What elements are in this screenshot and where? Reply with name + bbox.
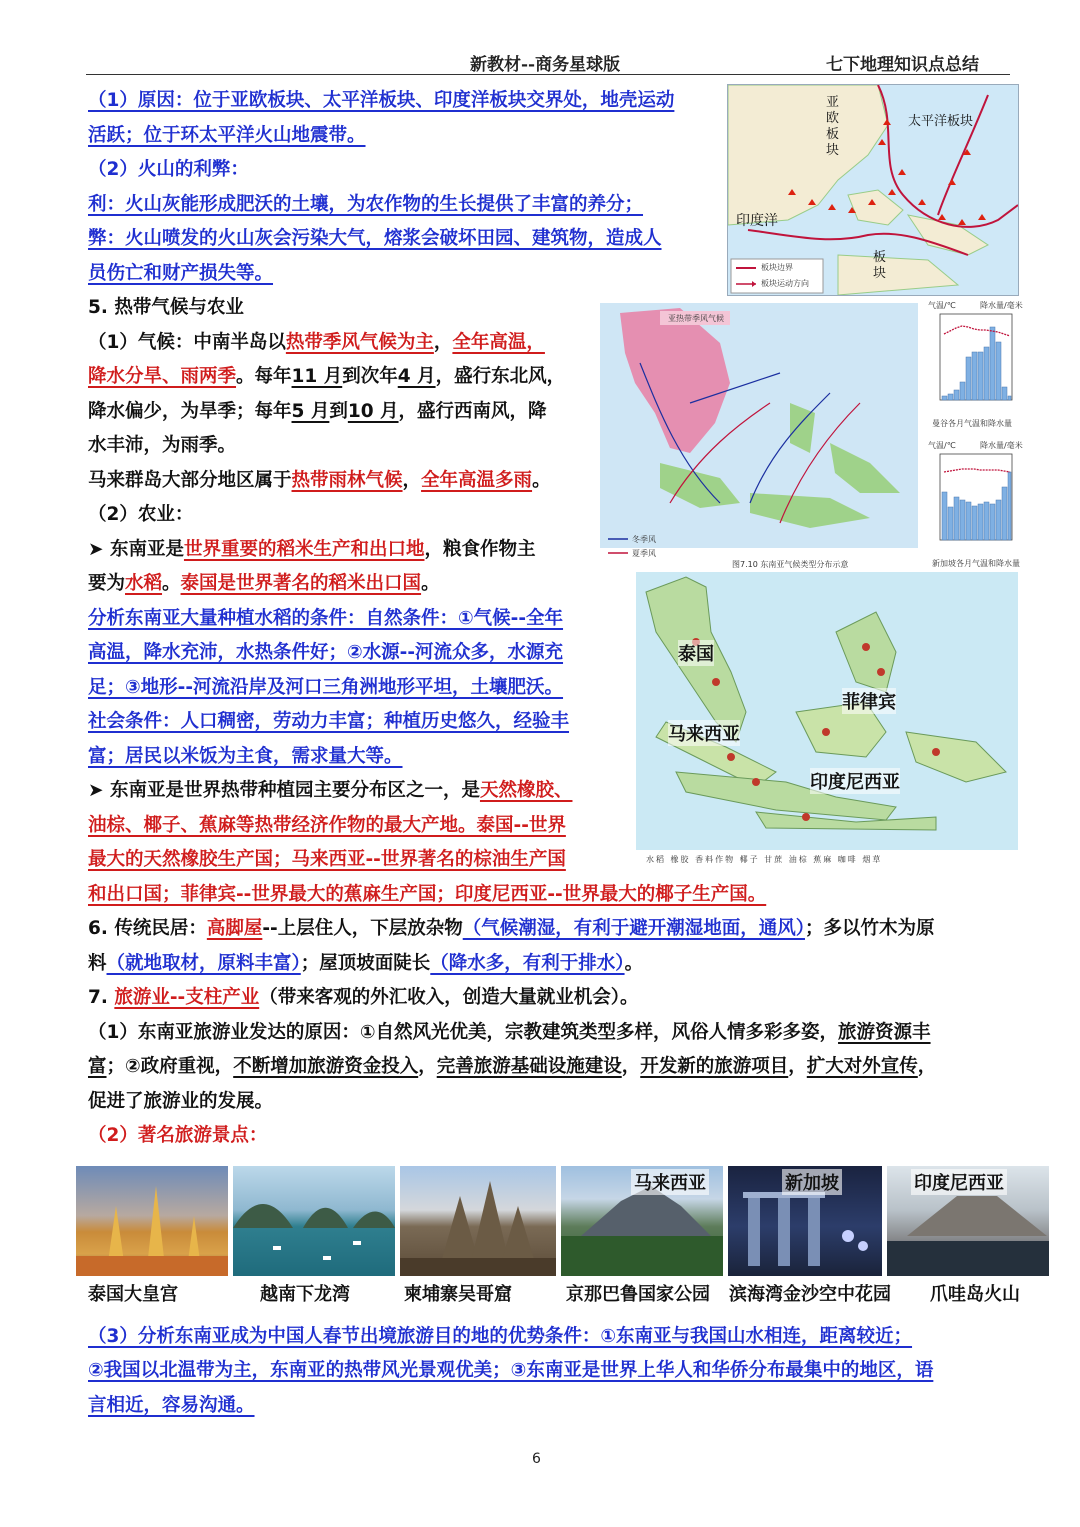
label-indian-ocean: 印度洋 xyxy=(736,213,778,229)
photo-ha-long-bay xyxy=(233,1166,395,1276)
legend-direction: 板块运动方向 xyxy=(761,279,809,288)
legend-winter: 冬季风 xyxy=(632,535,656,544)
header-left: 新教材--商务星球版 xyxy=(470,55,621,75)
text-line: 分析东南亚大量种植水稻的条件：自然条件：①气候--全年 xyxy=(88,608,564,629)
photo-title: 新加坡 xyxy=(782,1169,842,1195)
section-heading: 5. 热带气候与农业 xyxy=(88,297,244,318)
text-line: 社会条件：人口稠密，劳动力丰富；种植历史悠久，经验丰 xyxy=(88,711,570,732)
photo-java-volcano xyxy=(887,1166,1049,1276)
crop-legend: 水稻 橡胶 香料作物 椰子 甘蔗 油棕 蕉麻 咖啡 烟草 xyxy=(646,855,883,864)
text-line: 油棕、椰子、蕉麻等热带经济作物的最大产地。泰国--世界 xyxy=(88,815,566,836)
text-line: 6. 传统民居：高脚屋--上层住人，下层放杂物（气候潮湿，有利于避开潮湿地面，通风）；多以竹木为原 xyxy=(88,918,935,939)
text-line: 水丰沛，为雨季。 xyxy=(88,435,237,456)
photo-angkor-wat xyxy=(400,1166,556,1276)
text-line: 足；③地形--河流沿岸及河口三角洲地形平坦，土壤肥沃。 xyxy=(88,677,564,698)
text-line: 和出口国；菲律宾--世界最大的蕉麻生产国；印度尼西亚--世界最大的椰子生产国。 xyxy=(88,884,767,905)
page-number: 6 xyxy=(532,1451,541,1467)
photo-caption: 爪哇岛火山 xyxy=(930,1284,1020,1305)
text-line: （2）农业： xyxy=(88,504,194,525)
text-line: 活跃；位于环太平洋火山地震带。 xyxy=(88,125,366,146)
photo-kinabalu-park xyxy=(561,1166,723,1276)
text-line: 最大的天然橡胶生产国；马来西亚--世界著名的棕油生产国 xyxy=(88,849,566,870)
header-divider xyxy=(86,74,1010,75)
text-line: 利：火山灰能形成肥沃的土壤，为农作物的生长提供了丰富的养分； xyxy=(88,194,644,215)
climate-caption: 图7.10 东南亚气候类型分布示意 xyxy=(732,560,849,569)
photo-caption: 滨海湾金沙空中花园 xyxy=(729,1284,891,1305)
header-right: 七下地理知识点总结 xyxy=(826,55,979,75)
text-line: （1）原因：位于亚欧板块、太平洋板块、印度洋板块交界处，地壳运动 xyxy=(88,90,675,111)
photo-caption: 泰国大皇宫 xyxy=(88,1284,178,1305)
label-pacific-plate: 太平洋板块 xyxy=(908,114,974,129)
map-label-thailand: 泰国 xyxy=(678,640,714,666)
text-line: ②我国以北温带为主，东南亚的热带风光景观优美；③东南亚是世界上华人和华侨分布最集中的地区，语 xyxy=(88,1360,934,1381)
photo-title: 印度尼西亚 xyxy=(911,1169,1007,1195)
photo-caption: 柬埔寨吴哥窟 xyxy=(404,1284,512,1305)
text-line: 7. 旅游业--支柱产业（带来客观的外汇收入，创造大量就业机会）。 xyxy=(88,987,639,1008)
plate-boundary-map xyxy=(727,84,1019,296)
photo-caption: 越南下龙湾 xyxy=(260,1284,350,1305)
legend-summer: 夏季风 xyxy=(632,549,656,558)
text-line: 促进了旅游业的发展。 xyxy=(88,1091,274,1112)
map-label-indonesia: 印度尼西亚 xyxy=(810,768,900,794)
text-line: （3）分析东南亚成为中国人春节出境旅游目的地的优势条件：①东南亚与我国山水相连，距离较近； xyxy=(88,1326,913,1347)
text-line: 要为水稻。泰国是世界著名的稻米出口国。 xyxy=(88,573,440,594)
text-line: （2）火山的利弊： xyxy=(88,159,249,180)
map-label-malaysia: 马来西亚 xyxy=(668,720,740,746)
singapore-climate-chart: 气温/℃ 降水量/毫米 新加坡各月气温和降水量 xyxy=(928,441,1023,568)
text-line: 料（就地取材，原料丰富）；屋顶坡面陡长（降水多，有利于排水）。 xyxy=(88,953,644,974)
photo-marina-bay-sands xyxy=(728,1166,882,1276)
photo-caption: 京那巴鲁国家公园 xyxy=(566,1284,710,1305)
text-line: （2）著名旅游景点： xyxy=(88,1125,268,1146)
photo-grand-palace xyxy=(76,1166,228,1276)
text-line: 富；②政府重视，不断增加旅游资金投入，完善旅游基础设施建设，开发新的旅游项目，扩大对外宣传， xyxy=(88,1056,937,1077)
climate-tag: 亚热带季风气候 xyxy=(668,314,724,323)
text-line: （1）气候：中南半岛以热带季风气候为主，全年高温， xyxy=(88,332,545,353)
bangkok-climate-chart: 气温/℃ 降水量/毫米 曼谷各月气温和降水量 xyxy=(928,301,1023,428)
text-line: 弊：火山喷发的火山灰会污染大气，熔浆会破坏田园、建筑物，造成人 xyxy=(88,228,662,249)
text-line: （1）东南亚旅游业发达的原因：①自然风光优美，宗教建筑类型多样，风俗人情多彩多姿，旅游资源丰 xyxy=(88,1022,931,1043)
label-eurasia-plate: 亚欧板块 xyxy=(826,95,840,158)
map-label-philippines: 菲律宾 xyxy=(842,688,896,714)
text-line: 高温，降水充沛，水热条件好；②水源--河流众多，水源充 xyxy=(88,642,564,663)
text-line: ➤ 东南亚是世界热带种植园主要分布区之一，是天然橡胶、 xyxy=(88,780,573,801)
photo-title: 马来西亚 xyxy=(631,1169,709,1195)
legend-boundary: 板块边界 xyxy=(761,263,793,272)
label-plate: 板块 xyxy=(873,250,887,281)
text-line: 降水偏少，为旱季；每年5 月到10 月，盛行西南风，降 xyxy=(88,401,547,422)
climate-map xyxy=(600,303,918,573)
text-line: 马来群岛大部分地区属于热带雨林气候，全年高温多雨。 xyxy=(88,470,551,491)
text-line: 言相近，容易沟通。 xyxy=(88,1395,255,1416)
text-line: 降水分旱、雨两季。每年11 月到次年4 月，盛行东北风， xyxy=(88,366,566,387)
text-line: ➤ 东南亚是世界重要的稻米生产和出口地，粮食作物主 xyxy=(88,539,536,560)
text-line: 员伤亡和财产损失等。 xyxy=(88,263,274,284)
text-line: 富；居民以米饭为主食，需求量大等。 xyxy=(88,746,403,767)
